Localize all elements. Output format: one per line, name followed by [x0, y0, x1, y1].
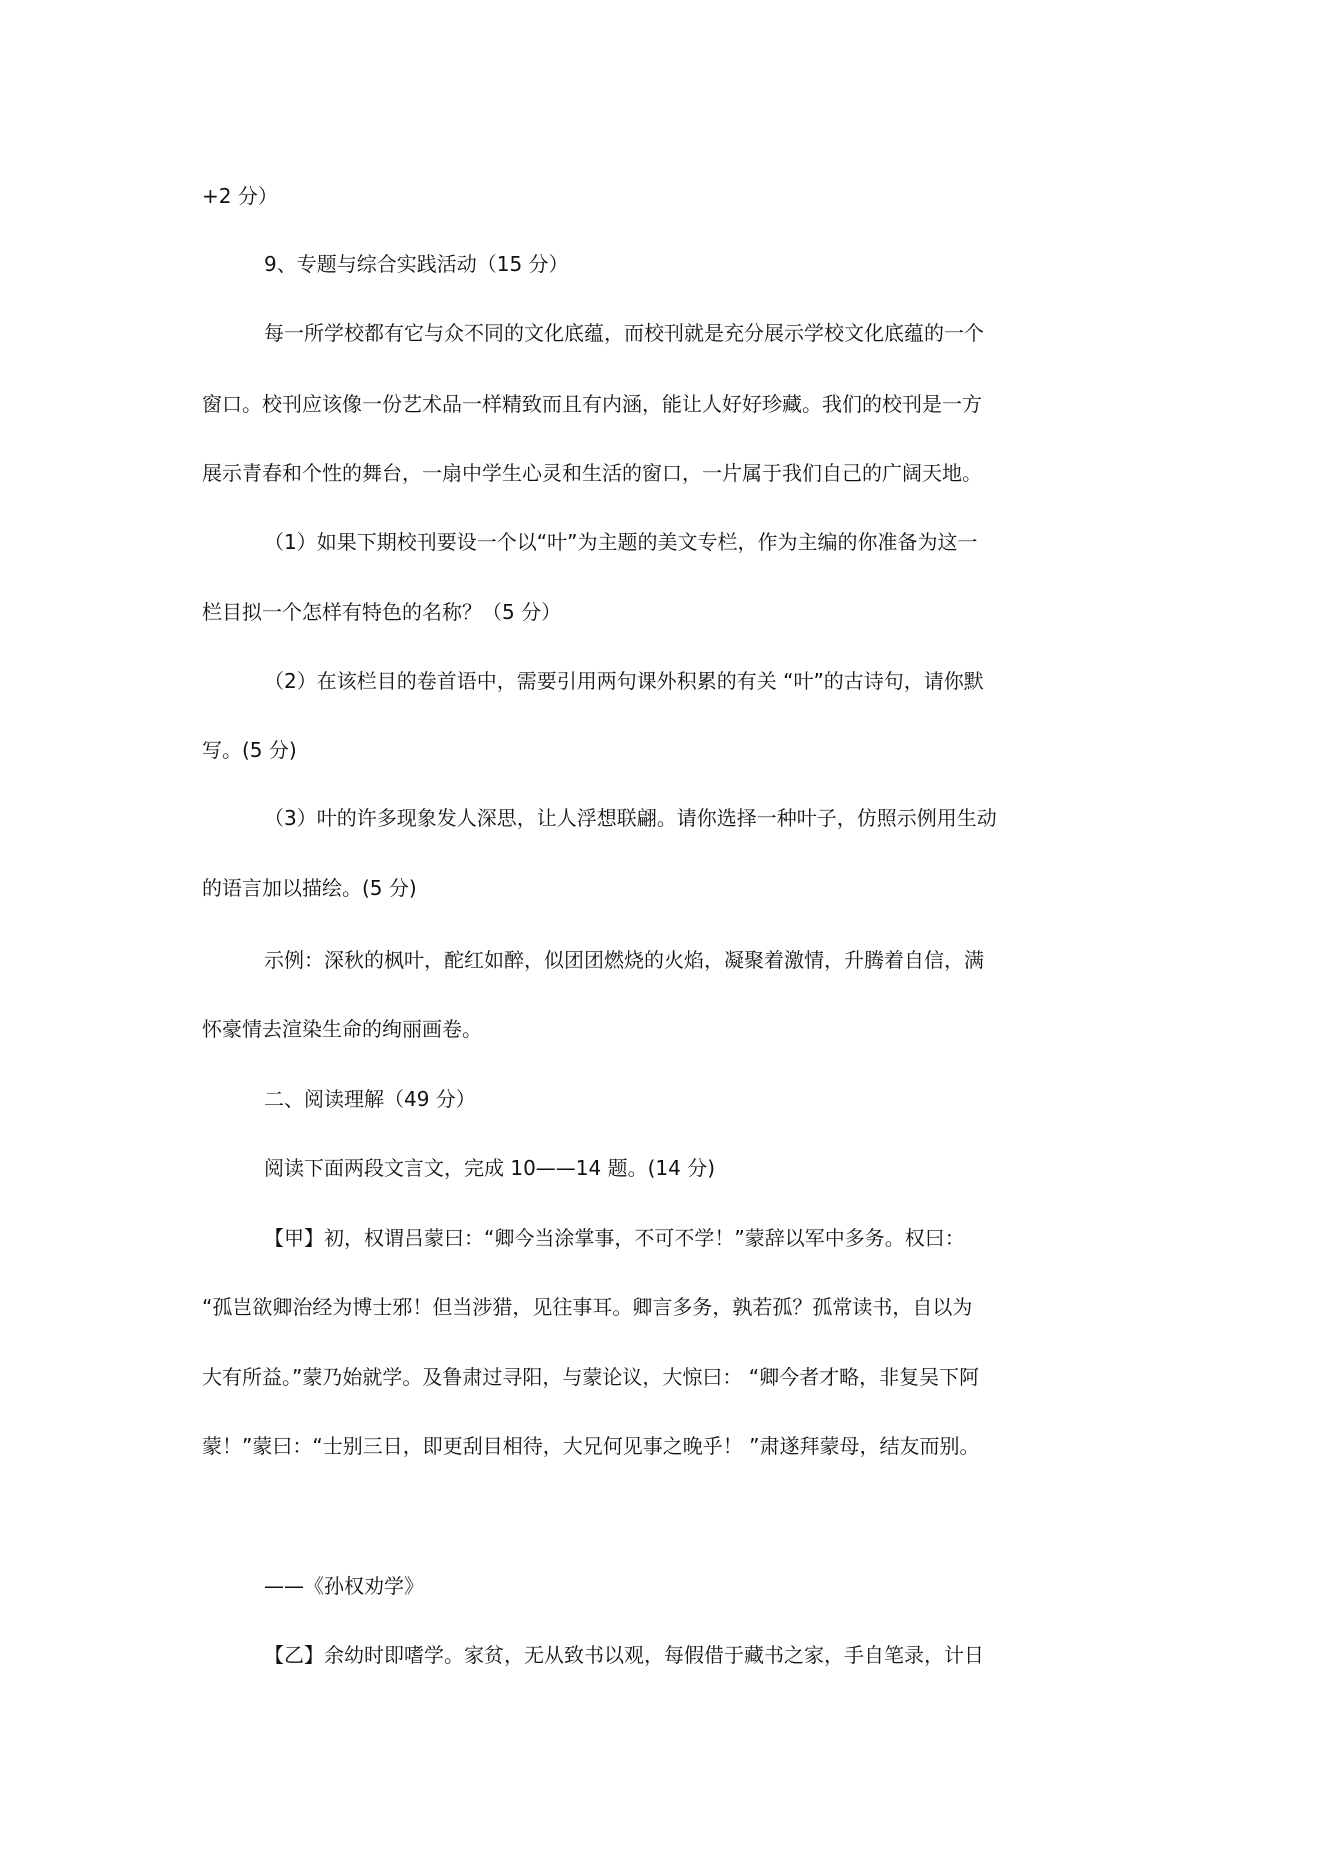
- passage-a-line-1: 【甲】初，权谓吕蒙曰：“卿今当涂掌事，不可不学！”蒙辞以军中多务。权曰：: [264, 1226, 965, 1250]
- sub-question-1-line-2: 栏目拟一个怎样有特色的名称？（5 分）: [202, 600, 562, 624]
- example-line-1: 示例：深秋的枫叶，酡红如醉，似团团燃烧的火焰，凝聚着激情，升腾着自信，满: [264, 948, 984, 972]
- passage-a-source: ——《孙权劝学》: [264, 1574, 424, 1598]
- question-9-heading: 9、专题与综合实践活动（15 分）: [264, 252, 569, 276]
- passage-b-line-1: 【乙】余幼时即嗜学。家贫，无从致书以观，每假借于藏书之家，手自笔录，计日: [264, 1643, 984, 1667]
- text-line-score-continuation: +2 分）: [202, 184, 278, 208]
- reading-instruction: 阅读下面两段文言文，完成 10——14 题。(14 分): [264, 1156, 716, 1180]
- sub-question-3-line-1: （3）叶的许多现象发人深思，让人浮想联翩。请你选择一种叶子，仿照示例用生动: [264, 806, 997, 830]
- passage-a-line-2: “孤岂欲卿治经为博士邪！但当涉猎，见往事耳。卿言多务，孰若孤？孤常读书，自以为: [202, 1295, 973, 1319]
- passage-a-line-4: 蒙！”蒙曰：“士别三日，即更刮目相待，大兄何见事之晚乎！ ”肃遂拜蒙母，结友而别。: [202, 1434, 980, 1458]
- sub-question-2-line-1: （2）在该栏目的卷首语中，需要引用两句课外积累的有关 “叶”的古诗句，请你默: [264, 669, 984, 693]
- sub-question-3-line-2: 的语言加以描绘。(5 分): [202, 876, 417, 900]
- paragraph-intro-line-3: 展示青春和个性的舞台，一扇中学生心灵和生活的窗口，一片属于我们自己的广阔天地。: [202, 461, 982, 485]
- example-line-2: 怀豪情去渲染生命的绚丽画卷。: [202, 1017, 482, 1041]
- section-2-heading: 二、阅读理解（49 分）: [264, 1087, 476, 1111]
- paragraph-intro-line-1: 每一所学校都有它与众不同的文化底蕴，而校刊就是充分展示学校文化底蕴的一个: [264, 321, 984, 345]
- sub-question-2-line-2: 写。(5 分): [202, 738, 297, 762]
- sub-question-1-line-1: （1）如果下期校刊要设一个以“叶”为主题的美文专栏，作为主编的你准备为这一: [264, 530, 978, 554]
- passage-a-line-3: 大有所益。”蒙乃始就学。及鲁肃过寻阳，与蒙论议，大惊曰： “卿今者才略，非复吴下阿: [202, 1365, 980, 1389]
- paragraph-intro-line-2: 窗口。校刊应该像一份艺术品一样精致而且有内涵，能让人好好珍藏。我们的校刊是一方: [202, 392, 982, 416]
